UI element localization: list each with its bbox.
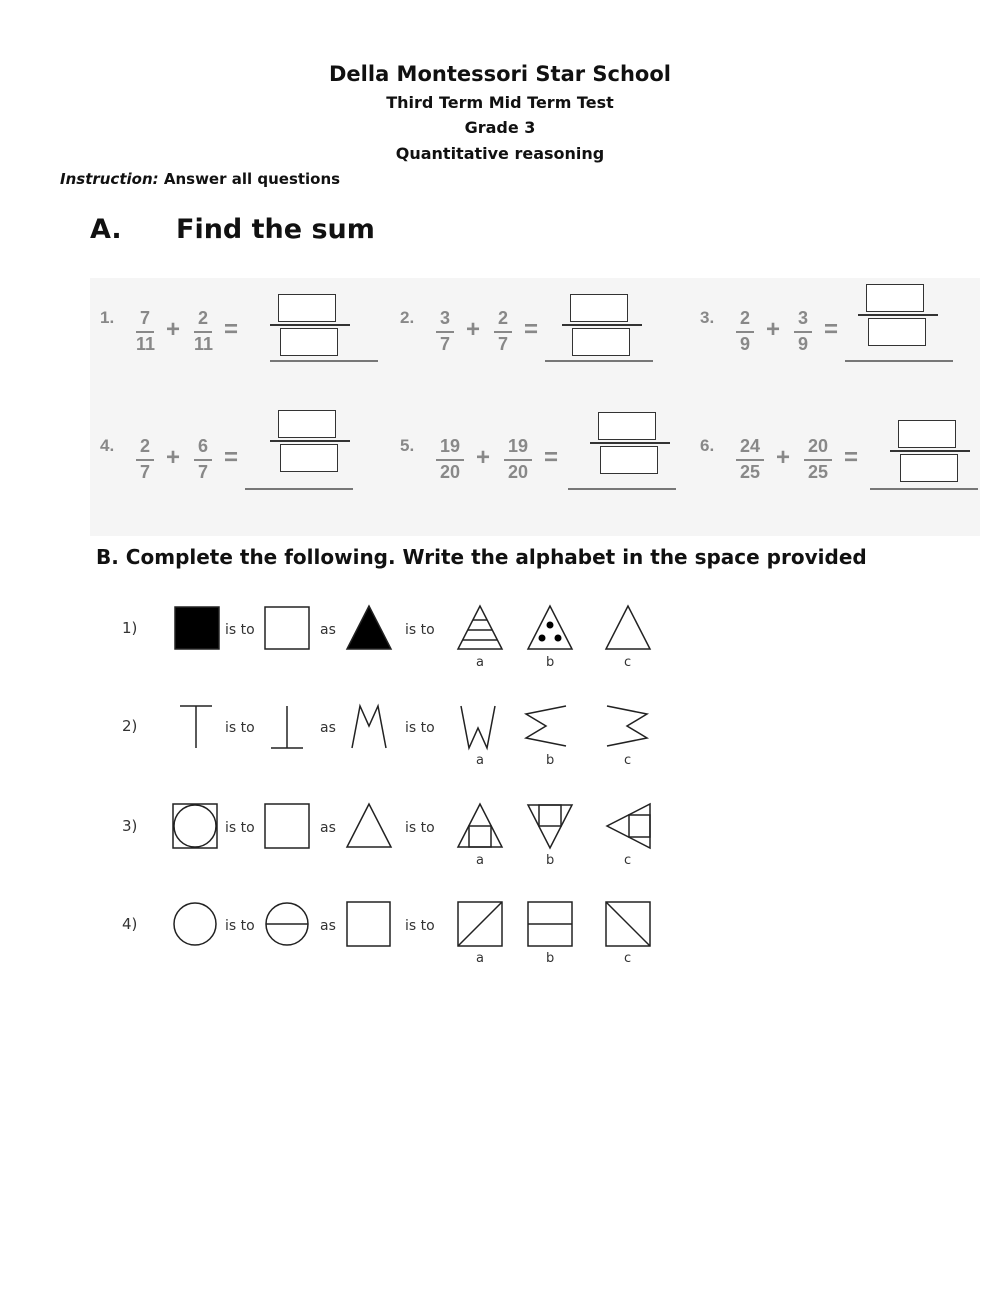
is-to-label: is to (225, 622, 255, 638)
instruction-text: Answer all questions (163, 170, 341, 188)
problem-number: 2. (400, 308, 415, 327)
letter-w-icon (461, 706, 495, 748)
option-label: b (546, 951, 555, 966)
section-a-letter: A. (90, 214, 122, 245)
plus-sign: + (766, 316, 781, 343)
analogy-row-number: 4) (122, 915, 138, 933)
is-to-label: is to (405, 622, 435, 638)
zigzag-left-icon (526, 706, 566, 746)
is-to-label: is to (405, 720, 435, 736)
diagonal-line (606, 902, 650, 946)
addend-1: 7 11 (136, 308, 156, 354)
square-icon (265, 804, 309, 848)
addend-1: 3 7 (436, 308, 454, 355)
section-b-heading: B. Complete the following. Write the alphabet in the space provided (96, 545, 867, 569)
option-label: c (624, 655, 632, 670)
option-label: a (476, 655, 484, 670)
triangle-icon (347, 804, 391, 847)
option-label: b (546, 655, 555, 670)
is-to-label: is to (405, 820, 435, 836)
addend-2: 6 7 (194, 436, 212, 483)
analogy-row-number: 2) (122, 717, 138, 735)
addend-2: 20 25 (804, 436, 832, 483)
option-label: b (546, 853, 555, 868)
option-label: b (546, 753, 555, 768)
test-name: Third Term Mid Term Test (386, 93, 614, 112)
inscribed-circle-icon (174, 805, 216, 847)
equals-sign: = (524, 316, 539, 343)
dot-icon (539, 635, 546, 642)
addend-2: 2 11 (194, 308, 214, 354)
problem-number: 6. (700, 436, 715, 455)
plus-sign: + (466, 316, 481, 343)
subject-label: Quantitative reasoning (395, 144, 605, 163)
school-name: Della Montessori Star School (329, 62, 671, 86)
black-square-icon (175, 607, 219, 649)
is-to-label: is to (225, 918, 255, 934)
addend-1: 2 9 (736, 308, 754, 355)
equals-sign: = (824, 316, 839, 343)
plus-sign: + (166, 316, 181, 343)
equals-sign: = (544, 444, 559, 471)
equals-sign: = (844, 444, 859, 471)
diagonal-line (458, 902, 502, 946)
problem-number: 5. (400, 436, 415, 455)
is-to-label: is to (405, 918, 435, 934)
option-label: a (476, 951, 484, 966)
option-label: c (624, 951, 632, 966)
as-label: as (320, 622, 336, 638)
grade-label: Grade 3 (464, 118, 536, 137)
option-label: a (476, 753, 484, 768)
problem-number: 3. (700, 308, 715, 327)
section-a-title: Find the sum (176, 214, 375, 245)
dot-icon (547, 622, 554, 629)
addend-2: 2 7 (494, 308, 512, 355)
problem-number: 1. (100, 308, 115, 327)
white-square-icon (265, 607, 309, 649)
equals-sign: = (224, 316, 239, 343)
zigzag-right-icon (607, 706, 647, 746)
square-icon (347, 902, 390, 946)
analogy-row-number: 1) (122, 619, 138, 637)
option-label: a (476, 853, 484, 868)
plus-sign: + (166, 444, 181, 471)
is-to-label: is to (225, 820, 255, 836)
square-with-circle-icon (173, 804, 217, 848)
circle-icon (174, 903, 216, 945)
option-label: c (624, 853, 632, 868)
instruction-label: Instruction: (60, 170, 159, 188)
as-label: as (320, 918, 336, 934)
analogy-row-number: 3) (122, 817, 138, 835)
is-to-label: is to (225, 720, 255, 736)
plus-sign: + (776, 444, 791, 471)
as-label: as (320, 720, 336, 736)
striped-triangle-icon (458, 606, 502, 649)
addend-1: 2 7 (136, 436, 154, 483)
addend-2: 19 20 (504, 436, 532, 483)
option-label: c (624, 753, 632, 768)
plus-sign: + (476, 444, 491, 471)
addend-1: 24 25 (736, 436, 764, 483)
letter-m-icon (352, 706, 386, 748)
as-label: as (320, 820, 336, 836)
inner-square-icon (629, 815, 650, 837)
equals-sign: = (224, 444, 239, 471)
problem-number: 4. (100, 436, 115, 455)
inner-square-icon (539, 805, 561, 826)
dot-icon (555, 635, 562, 642)
addend-2: 3 9 (794, 308, 812, 355)
plain-triangle-icon (606, 606, 650, 649)
addend-1: 19 20 (436, 436, 464, 483)
black-triangle-icon (347, 606, 391, 649)
inner-square-icon (469, 826, 491, 847)
